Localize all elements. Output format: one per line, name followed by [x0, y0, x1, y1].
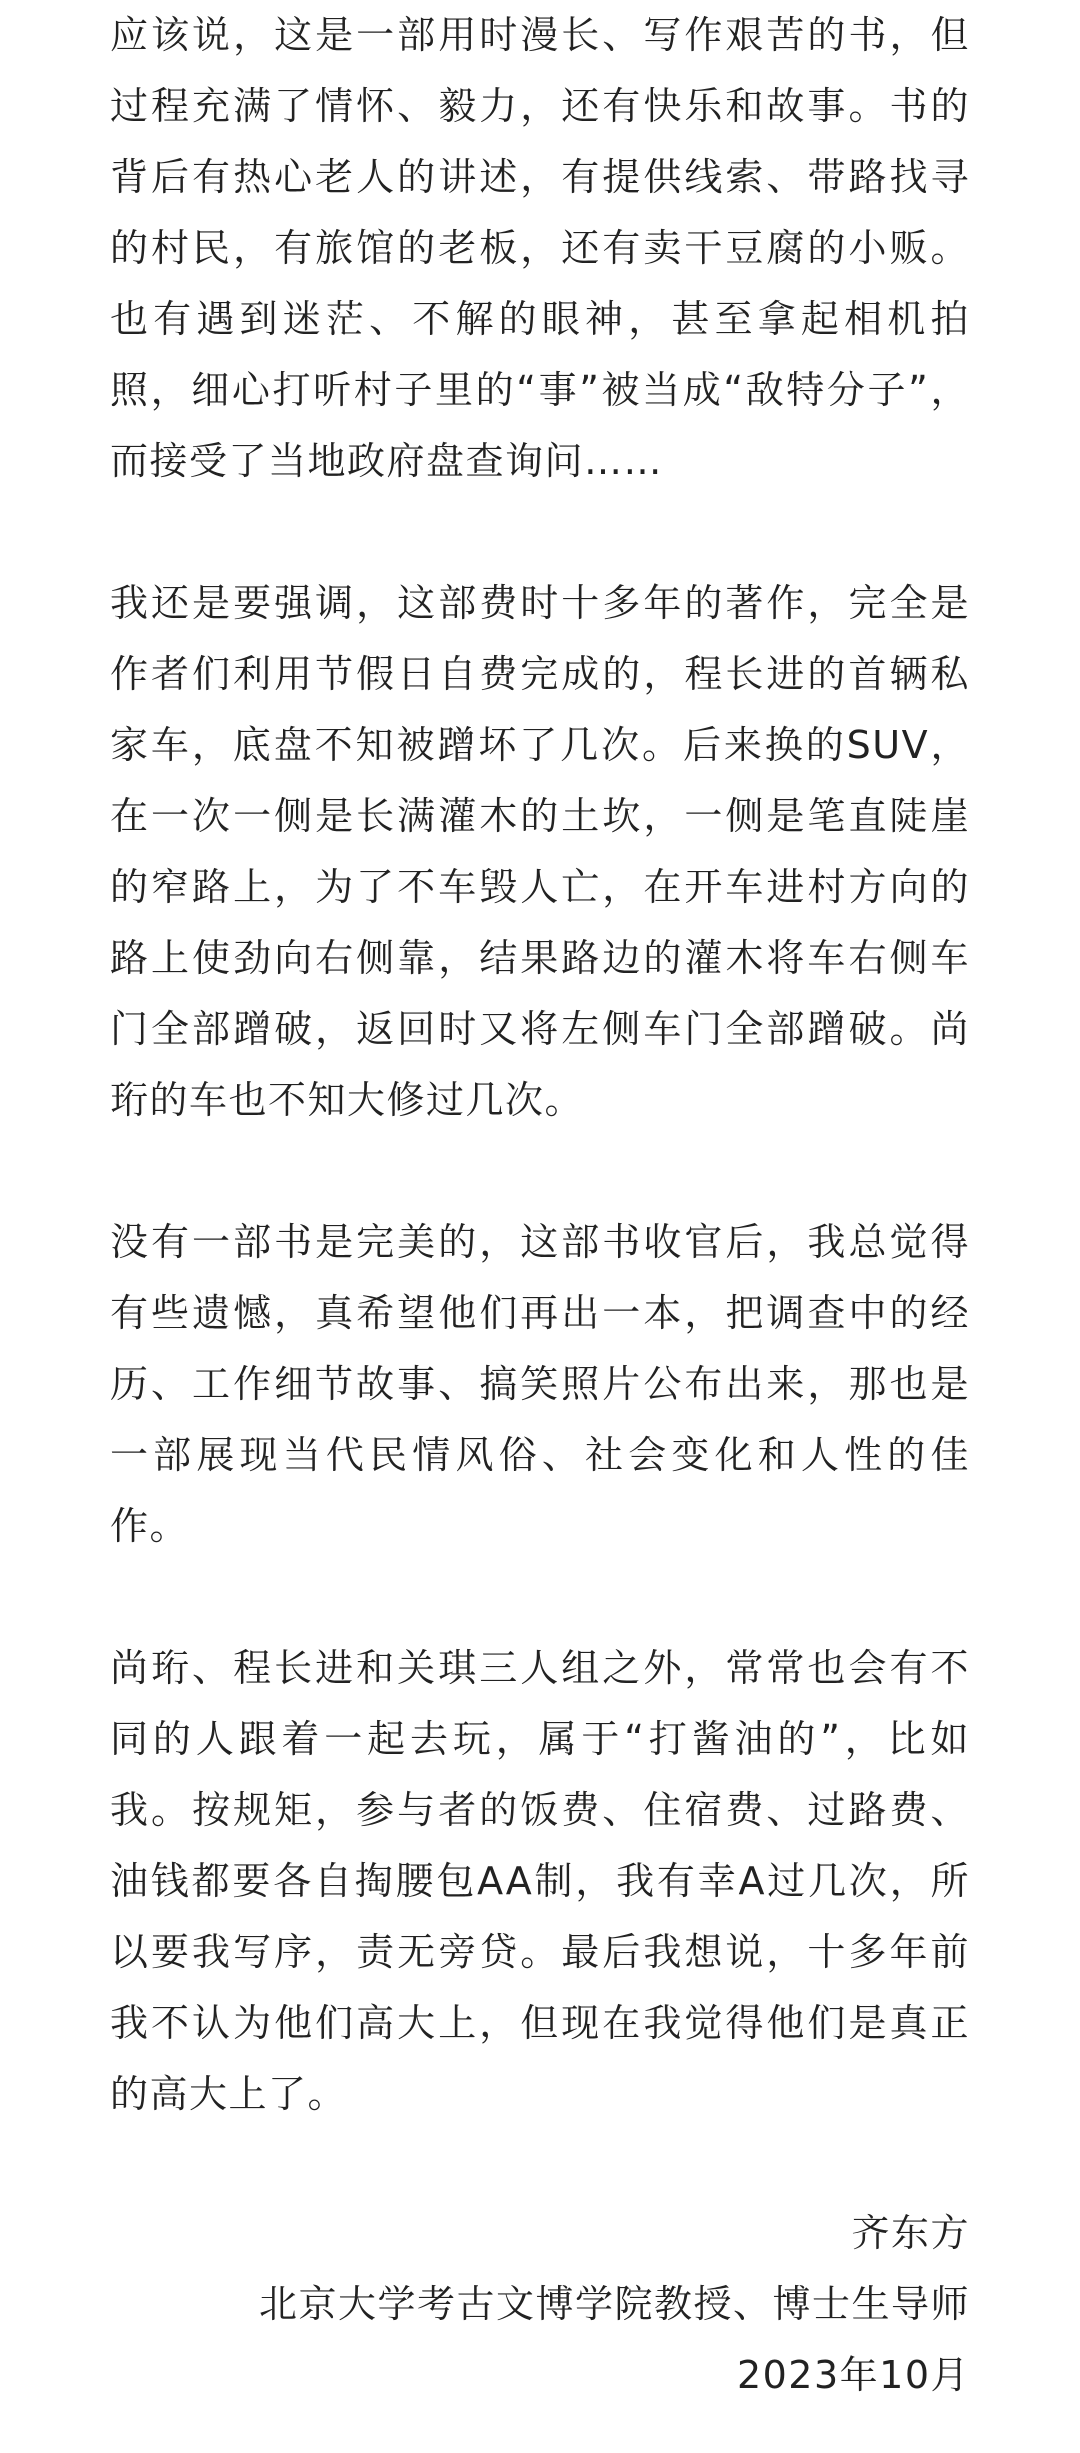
signature-date: 2023年10月	[736, 2353, 970, 2397]
paragraph-gap	[110, 1562, 970, 1633]
author-title: 北京大学考古文博学院教授、博士生导师	[258, 2282, 970, 2326]
paragraph-2: 我还是要强调，这部费时十多年的著作，完全是作者们利用节假日自费完成的，程长进的首辆私家车，底盘不知被蹭坏了几次。后来换的SUV，在一次一侧是长满灌木的土坎，一侧是笔直陡崖的窄路上，为了不车毁人亡，在开车进村方向的路上使劲向右侧靠，结果路边的灌木将车右侧车门全部蹭破，返回时又将左侧车门全部蹭破。尚珩的车也不知大修过几次。	[110, 581, 970, 1122]
paragraph-3: 没有一部书是完美的，这部书收官后，我总觉得有些遗憾，真希望他们再出一本，把调查中的经历、工作细节故事、搞笑照片公布出来，那也是一部展现当代民情风俗、社会变化和人性的佳作。	[110, 1220, 970, 1548]
author-name: 齐东方	[851, 2211, 970, 2255]
signature-block	[259, 2198, 970, 2411]
paragraph-1: 应该说，这是一部用时漫长、写作艰苦的书，但过程充满了情怀、毅力，还有快乐和故事。书的背后有热心老人的讲述，有提供线索、带路找寻的村民，有旅馆的老板，还有卖干豆腐的小贩。也有遇到迷茫、不解的眼神，甚至拿起相机拍照，细心打听村子里的“事”被当成“敌特分子”，而接受了当地政府盘查询问……	[110, 13, 970, 483]
paragraph-gap	[110, 1136, 970, 1207]
article-body	[110, 0, 970, 2130]
paragraph-4: 尚珩、程长进和关琪三人组之外，常常也会有不同的人跟着一起去玩，属于“打酱油的”，比如我。按规矩，参与者的饭费、住宿费、过路费、油钱都要各自掏腰包AA制，我有幸A过几次，所以要我写序，责无旁贷。最后我想说，十多年前我不认为他们高大上，但现在我觉得他们是真正的高大上了。	[110, 1646, 970, 2116]
paragraph-gap	[110, 497, 970, 568]
